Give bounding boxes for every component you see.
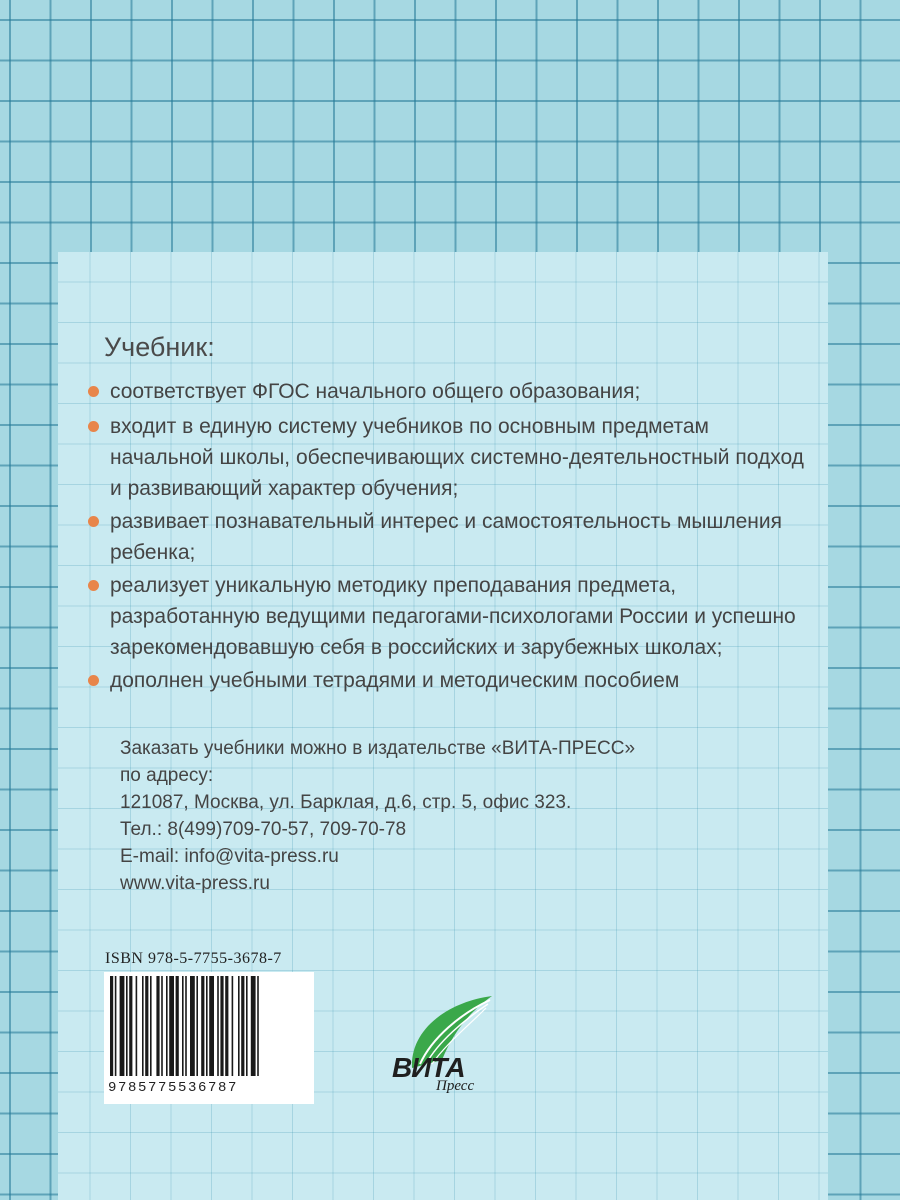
barcode-bar <box>246 976 248 1076</box>
barcode-bar <box>209 976 214 1076</box>
barcode-bar <box>251 976 256 1076</box>
barcode-bar <box>206 976 208 1076</box>
order-info <box>120 735 800 897</box>
feature-item <box>88 411 818 504</box>
feature-text: дополнен учебными тетрадями и методическим пособием <box>110 669 680 692</box>
order-text: Заказать учебники можно в издательстве «ВИТА-ПРЕСС» <box>120 738 636 759</box>
barcode-bar <box>120 976 125 1076</box>
barcode-bar <box>201 976 204 1076</box>
barcode-bar <box>169 976 174 1076</box>
barcode-bar <box>182 976 184 1076</box>
barcode-bar <box>232 976 234 1076</box>
barcode-bar <box>156 976 159 1076</box>
feature-item <box>88 506 818 568</box>
feature-item <box>88 570 818 663</box>
barcode-bars <box>104 972 314 1080</box>
bullet-icon <box>88 386 99 397</box>
feature-item <box>88 376 818 407</box>
barcode-bar <box>217 976 219 1076</box>
isbn: ISBN 978-5-7755-3678-7 <box>105 950 282 967</box>
barcode-bar <box>225 976 228 1076</box>
feature-text: входит в единую систему учебников по основным предметам начальной школы, обеспечивающих системно-деятельностный подход и развивающий характер обучения; <box>110 415 804 500</box>
barcode-bar <box>185 976 187 1076</box>
barcode-bar <box>196 976 198 1076</box>
heading: Учебник: <box>104 332 215 362</box>
barcode-bar <box>220 976 223 1076</box>
logo-subtitle: Пресс <box>436 1078 475 1094</box>
logo-word: ВИТА <box>392 1052 465 1083</box>
barcode-bar <box>176 976 179 1076</box>
barcode-bar <box>145 976 148 1076</box>
bullet-icon <box>88 580 99 591</box>
order-phone: Тел.: 8(499)709-70-57, 709-70-78 <box>120 819 407 840</box>
feature-text: соответствует ФГОС начального общего образования; <box>110 380 641 403</box>
bullet-icon <box>88 421 99 432</box>
barcode-bar <box>190 976 195 1076</box>
order-email: E-mail: info@vita-press.ru <box>120 846 339 867</box>
bullet-icon <box>88 516 99 527</box>
feature-list <box>88 376 818 696</box>
order-website: www.vita-press.ru <box>120 873 270 894</box>
feature-text: развивает познавательный интерес и самостоятельность мышления ребенка; <box>110 510 782 564</box>
barcode-bar <box>166 976 168 1076</box>
bullet-icon <box>88 675 99 686</box>
barcode-bar <box>142 976 144 1076</box>
barcode-bar <box>136 976 138 1076</box>
barcode-bar <box>129 976 132 1076</box>
barcode-bar <box>126 976 128 1076</box>
barcode-bar <box>110 976 113 1076</box>
barcode-bar <box>257 976 259 1076</box>
barcode-bar <box>161 976 163 1076</box>
barcode-digits: 9785775536787 <box>108 1080 314 1096</box>
barcode-bar <box>150 976 152 1076</box>
barcode-bar <box>241 976 244 1076</box>
feature-text: реализует уникальную методику преподавания предмета, разработанную ведущими педагогами-психологами России и успешно зарекомендовавшую себя в российских и зарубежных школах; <box>110 574 796 659</box>
order-address: 121087, Москва, ул. Барклая, д.6, стр. 5, офис 323. <box>120 792 572 813</box>
barcode-bar <box>115 976 117 1076</box>
barcode-bar <box>238 976 240 1076</box>
feature-item <box>88 665 818 696</box>
order-address-label: по адресу: <box>120 765 214 786</box>
